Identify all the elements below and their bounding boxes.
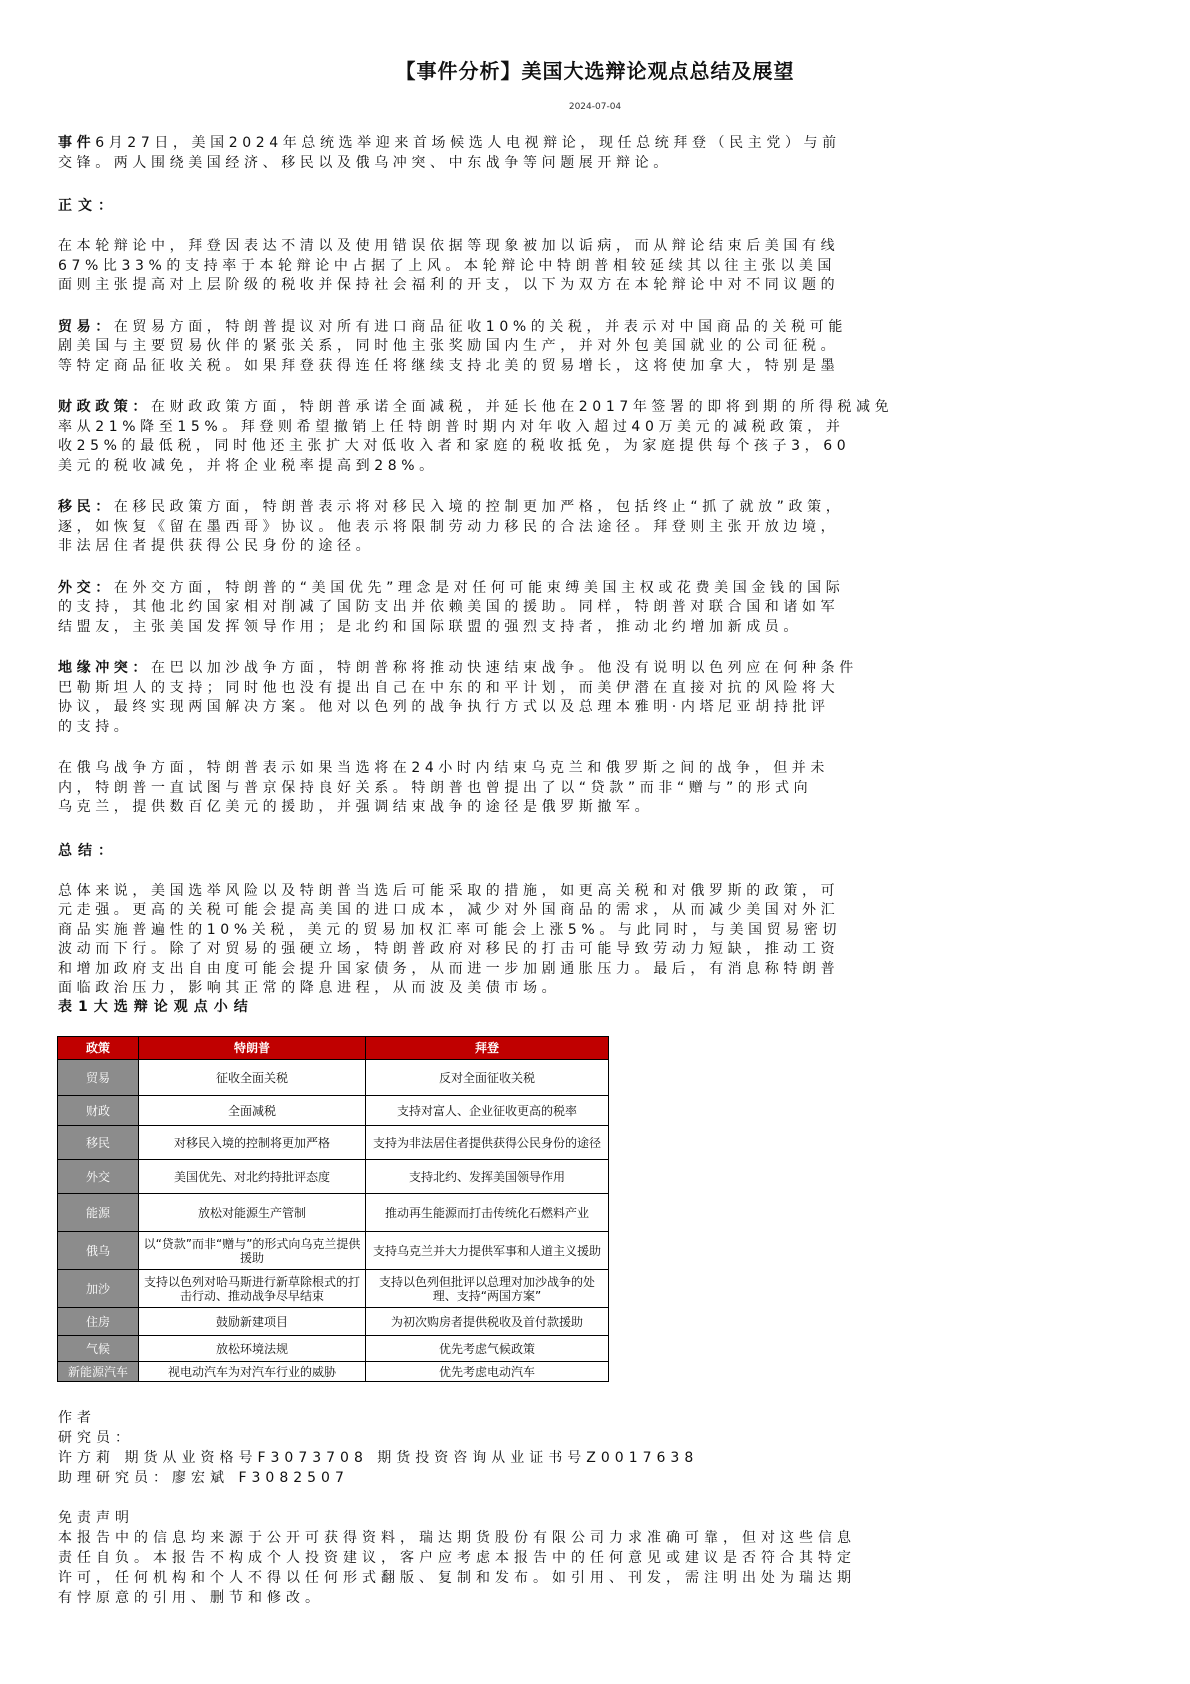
row-trump: 视电动汽车为对汽车行业的威胁 [139,1362,366,1382]
table-row [58,1096,609,1126]
row-biden: 推动再生能源而打击传统化石燃料产业 [366,1194,609,1232]
summary-heading: 总结： [58,842,118,859]
row-category: 财政 [58,1096,139,1126]
row-trump: 美国优先、对北约持批评态度 [139,1160,366,1194]
row-biden: 支持以色列但批评以总理对加沙战争的处理、支持“两国方案” [366,1270,609,1308]
header-trump: 特朗普 [139,1037,366,1060]
disclaimer-line: 许可，任何机构和个人不得以任何形式翻版、复制和发布。如引用、刊发，需注明出处为瑞达期 [58,1570,856,1586]
row-biden: 支持对富人、企业征收更高的税率 [366,1096,609,1126]
trade-label: 贸易： [58,318,114,335]
header-policy: 政策 [58,1037,139,1060]
disclaimer-line: 有悖原意的引用、删节和修改。 [58,1590,324,1606]
geopolitics-label: 地缘冲突： [58,660,151,676]
row-trump: 放松环境法规 [139,1336,366,1362]
header-biden: 拜登 [366,1037,609,1060]
event-line-1: 事件6月27日，美国2024年总统选举迎来首场候选人电视辩论，现任总统拜登（民主党）与前 [58,135,841,151]
table-row [58,1362,609,1382]
row-trump: 以“贷款”而非“赠与”的形式向乌克兰提供援助 [139,1232,366,1270]
event-line-2: 交锋。两人围绕美国经济、移民以及俄乌冲突、中东战争等问题展开辩论。 [58,154,672,171]
row-category: 气候 [58,1336,139,1362]
row-biden: 支持北约、发挥美国领导作用 [366,1160,609,1194]
event-paragraph [58,134,1138,173]
diplomacy-label: 外交： [58,579,114,596]
immigration-paragraph: 移民：在移民政策方面，特朗普表示将对移民入境的控制更加严格，包括终止“抓了就放”政策， 逐，如恢复《留在墨西哥》协议。他表示将限制劳动力移民的合法途径。拜登则主张开放边境， 非法居住者提供获得公民身份的途径。 [58,499,845,554]
row-biden: 反对全面征收关税 [366,1060,609,1096]
table-row [58,1126,609,1160]
table-row [58,1232,609,1270]
row-category: 能源 [58,1194,139,1232]
report-footer [58,1408,1138,1608]
fiscal-label: 财政政策： [58,399,151,415]
body-heading: 正文： [58,198,118,214]
fiscal-paragraph: 财政政策：在财政政策方面，特朗普承诺全面减税，并延长他在2017年签署的即将到期的所得税减免 率从21%降至15%。拜登则希望撤销上任特朗普时期内对年收入超过40万美元的减税政策，并 收25%的最低税，同时他还主张扩大对低收入者和家庭的税收抵免，为家庭提供每个孩子3，60 美元的税收减免，并将企业税率提高到28%。 [58,399,894,474]
debate-summary-table [57,1036,609,1382]
immigration-label: 移民： [58,499,114,515]
table-row [58,1308,609,1336]
row-biden: 为初次购房者提供税收及首付款援助 [366,1308,609,1336]
report-date: 2024-07-04 [568,102,622,112]
row-biden: 支持乌克兰并大力提供军事和人道主义援助 [366,1232,609,1270]
row-trump: 支持以色列对哈马斯进行新草除根式的打击行动、推动战争尽早结束 [139,1270,366,1308]
disclaimer-label: 免责声明 [58,1510,134,1526]
disclaimer-line: 本报告中的信息均来源于公开可获得资料，瑞达期货股份有限公司力求准确可靠，但对这些信息 [58,1530,856,1546]
summary-paragraph: 总体来说，美国选举风险以及特朗普当选后可能采取的措施，如更高关税和对俄罗斯的政策，可 元走强。更高的关税可能会提高美国的进口成本，减少对外国商品的需求，从而减少美国对外汇 商品实施普遍性的10%关税，美元的贸易加权汇率可能会上涨5%。与此同时，与美国贸易密切 波动而下行。除了对贸易的强硬立场，特朗普政府对移民的打击可能导致劳动力短缺，推动工资 和增加政府支出自由度可能会提升国家债务，从而进一步加剧通胀压力。最后，有消息称特朗普 面临政治压力，影响其正常的降息进程，从而波及美债市场。 [58,882,842,996]
table-row [58,1270,609,1308]
row-trump: 全面减税 [139,1096,366,1126]
researcher-line: 许方莉 期货从业资格号F3073708 期货投资咨询从业证书号Z0017638 [58,1450,699,1466]
row-category: 新能源汽车 [58,1362,139,1382]
row-trump: 放松对能源生产管制 [139,1194,366,1232]
disclaimer-line: 责任自负。本报告不构成个人投资建议，客户应考虑本报告中的任何意见或建议是否符合其特定 [58,1550,856,1566]
russia-ukraine-paragraph: 在俄乌战争方面，特朗普表示如果当选将在24小时内结束乌克兰和俄罗斯之间的战争，但并未 内，特朗普一直试图与普京保持良好关系。特朗普也曾提出了以“贷款”而非“赠与”的形式向 乌克兰，提供数百亿美元的援助，并强调结束战争的途径是俄罗斯撤军。 [58,760,830,815]
row-category: 住房 [58,1308,139,1336]
report-title: 【事件分析】美国大选辩论观点总结及展望 [395,59,795,83]
trade-paragraph: 贸易：在贸易方面，特朗普提议对所有进口商品征收10%的关税，并表示对中国商品的关税可能 剧美国与主要贸易伙伴的紧张关系，同时他主张奖励国内生产，并对外包美国就业的公司征税。 等特定商品征收关税。如果拜登获得连任将继续支持北美的贸易增长，这将使加拿大，特别是墨 [58,318,847,374]
researcher-label: 研究员： [58,1430,134,1446]
geopolitics-paragraph: 地缘冲突：在巴以加沙战争方面，特朗普称将推动快速结束战争。他没有说明以色列应在何种条件 巴勒斯坦人的支持；同时他也没有提出自己在中东的和平计划，而美伊潜在直接对抗的风险将大 协议，最终实现两国解决方案。他对以色列的战争执行方式以及总理本雅明·内塔尼亚胡持批评 的支持。 [58,660,858,735]
intro-paragraph: 在本轮辩论中，拜登因表达不清以及使用错误依据等现象被加以诟病，而从辩论结束后美国有线 67%比33%的支持率于本轮辩论中占据了上风。本轮辩论中特朗普相较延续其以往主张以美国 面则主张提高对上层阶级的税收并保持社会福利的开支，以下为双方在本轮辩论中对不同议题的 [58,238,840,293]
row-category: 贸易 [58,1060,139,1096]
row-trump: 对移民入境的控制将更加严格 [139,1126,366,1160]
table-row [58,1060,609,1096]
report-body [58,134,1138,999]
diplomacy-paragraph: 外交：在外交方面，特朗普的“美国优先”理念是对任何可能束缚美国主权或花费美国金钱的国际 的支持，其他北约国家相对削减了国防支出并依赖美国的援助。同样，特朗普对联合国和诸如军 结盟友，主张美国发挥领导作用；是北约和国际联盟的强烈支持者，推动北约增加新成员。 [58,579,845,635]
row-category: 外交 [58,1160,139,1194]
author-label: 作者 [58,1410,96,1426]
row-biden: 支持为非法居住者提供获得公民身份的途径 [366,1126,609,1160]
row-biden: 优先考虑电动汽车 [366,1362,609,1382]
table-title: 表1大选辩论观点小结 [58,999,254,1015]
row-category: 俄乌 [58,1232,139,1270]
table-row [58,1336,609,1362]
row-category: 移民 [58,1126,139,1160]
table-row [58,1194,609,1232]
table-row [58,1160,609,1194]
assistant-line: 助理研究员：廖宏斌 F3082507 [58,1470,349,1486]
table-header-row [58,1037,609,1060]
event-label: 事件 [58,135,96,151]
row-trump: 征收全面关税 [139,1060,366,1096]
row-category: 加沙 [58,1270,139,1308]
row-biden: 优先考虑气候政策 [366,1336,609,1362]
row-trump: 鼓励新建项目 [139,1308,366,1336]
